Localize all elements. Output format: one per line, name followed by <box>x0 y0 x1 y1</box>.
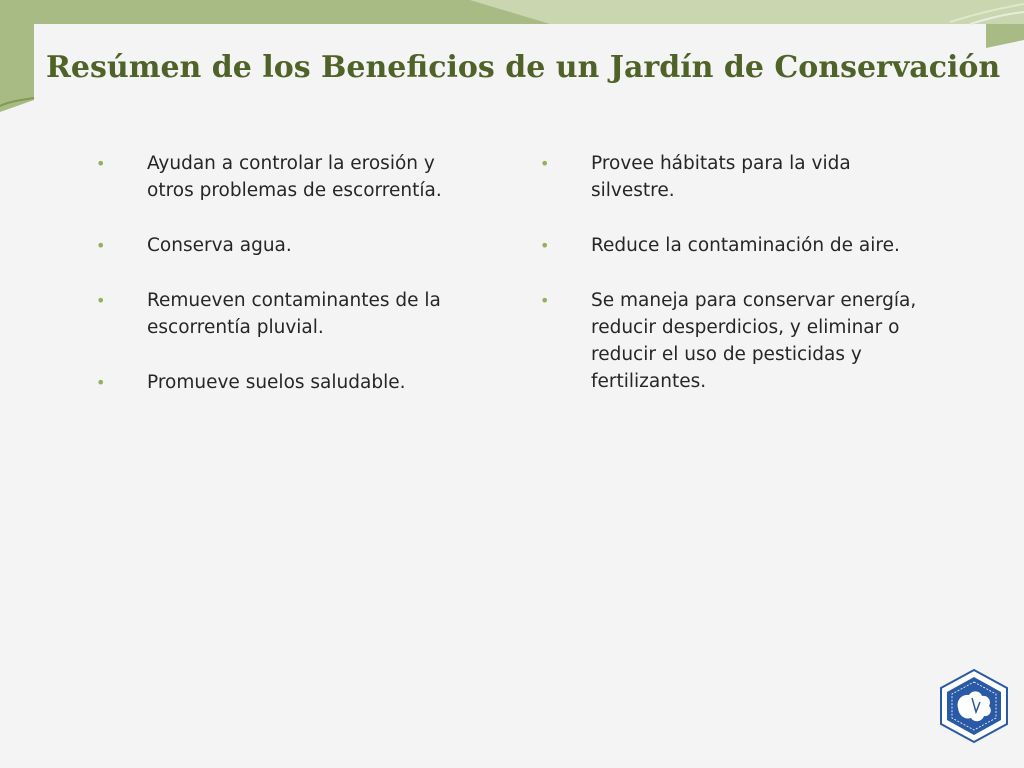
bullet-icon: • <box>540 291 550 310</box>
agency-seal-icon <box>936 668 1012 744</box>
left-edge-band <box>0 0 34 112</box>
slide-title: Resúmen de los Beneficios de un Jardín de Conservación <box>46 50 1001 85</box>
header-band-light <box>470 0 1024 24</box>
list-item-text: Se maneja para conservar energía, reducir desperdicios, y eliminar o reducir el uso de pesticidas y fertilizantes. <box>591 290 917 392</box>
list-item-text: Reduce la contaminación de aire. <box>591 235 900 256</box>
list-item-text: Conserva agua. <box>147 235 292 256</box>
list-item <box>536 150 936 204</box>
list-item-text: Remueven contaminantes de la escorrentía pluvial. <box>147 290 441 338</box>
bullet-icon: • <box>96 154 106 173</box>
bullet-icon: • <box>540 236 550 255</box>
list-item <box>92 232 472 259</box>
list-item-text: Provee hábitats para la vida silvestre. <box>591 153 851 201</box>
list-item <box>92 369 472 396</box>
list-item <box>536 287 936 395</box>
bullet-icon: • <box>96 236 106 255</box>
list-item <box>536 232 936 259</box>
right-edge-band <box>986 24 1024 48</box>
header-band <box>0 0 560 24</box>
list-item-text: Ayudan a controlar la erosión y otros problemas de escorrentía. <box>147 153 442 201</box>
list-item <box>92 150 472 204</box>
bullet-icon: • <box>96 373 106 392</box>
left-bullet-list <box>92 150 472 424</box>
bullet-icon: • <box>540 154 550 173</box>
bullet-icon: • <box>96 291 106 310</box>
list-item-text: Promueve suelos saludable. <box>147 372 406 393</box>
right-bullet-list <box>536 150 936 423</box>
list-item <box>92 287 472 341</box>
